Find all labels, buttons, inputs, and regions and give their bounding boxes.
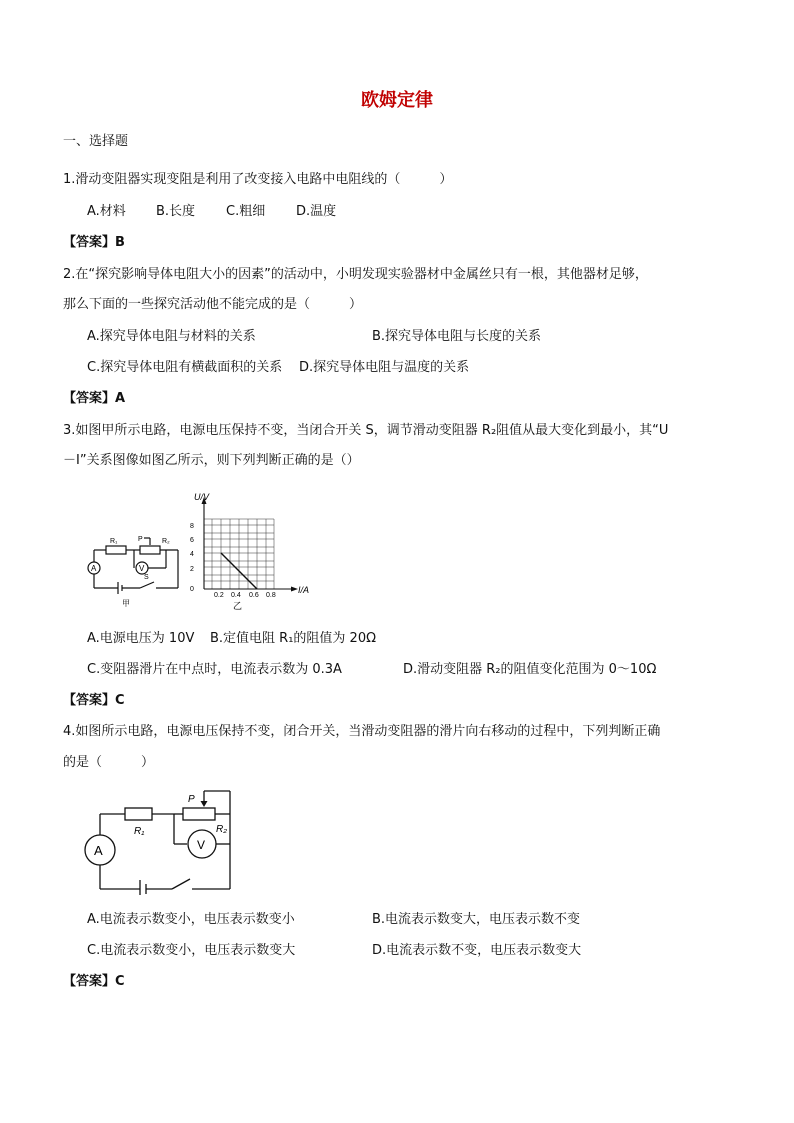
q3-figure-jia-caption: 甲 bbox=[122, 599, 130, 608]
q3-ammeter-label: A bbox=[91, 564, 97, 573]
q4-voltmeter-label: V bbox=[197, 838, 206, 852]
q3-graph-figure-yi bbox=[186, 487, 326, 613]
q4-stem-line1: 4.如图所示电路，电源电压保持不变，闭合开关，当滑动变阻器的滑片向右移动的过程中，下列判断正确 bbox=[63, 724, 661, 739]
q4-option-a: A.电流表示数变小，电压表示数变小 bbox=[87, 912, 295, 927]
q4-answer: 【答案】C bbox=[63, 974, 125, 989]
q3-ytick-0: 0 bbox=[190, 586, 194, 593]
q4-r2-label: R₂ bbox=[216, 824, 228, 835]
q3-option-c: C.变阻器滑片在中点时，电流表示数为 0.3A bbox=[87, 662, 342, 677]
q4-slider-p-label: P bbox=[188, 794, 195, 805]
q1-stem: 1.滑动变阻器实现变阻是利用了改变接入电路中电阻线的（ ） bbox=[63, 172, 453, 187]
q1-answer: 【答案】B bbox=[63, 235, 125, 250]
q3-ytick-4: 4 bbox=[190, 551, 194, 558]
q3-graph-grid bbox=[204, 519, 274, 589]
q3-answer: 【答案】C bbox=[63, 693, 125, 708]
q3-circuit-figure-jia bbox=[82, 530, 194, 610]
q3-option-d: D.滑动变阻器 R₂的阻值变化范围为 0～10Ω bbox=[403, 662, 657, 677]
q4-option-d: D.电流表示数不变，电压表示数变大 bbox=[372, 943, 582, 958]
q1-option-b: B.长度 bbox=[156, 204, 196, 219]
q2-stem-line2: 那么下面的一些探究活动他不能完成的是（ ） bbox=[63, 297, 363, 312]
document-title: 欧姆定律 bbox=[361, 90, 433, 111]
q3-figure-yi-caption: 乙 bbox=[233, 601, 243, 611]
q2-option-d: D.探究导体电阻与温度的关系 bbox=[299, 360, 470, 375]
q3-r2-label: R₂ bbox=[162, 538, 170, 545]
q3-stem-line2: －I”关系图像如图乙所示，则下列判断正确的是（） bbox=[63, 453, 360, 468]
q4-stem-line2: 的是（ ） bbox=[63, 755, 155, 770]
q4-option-b: B.电流表示数变大，电压表示数不变 bbox=[372, 912, 581, 927]
q2-stem-line1: 2.在“探究影响导体电阻大小的因素”的活动中，小明发现实验器材中金属丝只有一根，其他器材足够， bbox=[63, 267, 648, 282]
q2-option-c: C.探究导体电阻有横截面积的关系 bbox=[87, 360, 283, 375]
q3-xtick-0.4: 0.4 bbox=[231, 592, 241, 599]
q3-option-a: A.电源电压为 10V bbox=[87, 631, 195, 646]
q3-voltmeter-label: V bbox=[139, 564, 145, 573]
q3-r1-label: R₁ bbox=[110, 538, 118, 545]
q4-ammeter-label: A bbox=[94, 843, 103, 858]
q3-graph-ylabel: U/V bbox=[194, 492, 210, 502]
q3-ytick-8: 8 bbox=[190, 523, 194, 530]
q3-ytick-6: 6 bbox=[190, 537, 194, 544]
q3-option-b: B.定值电阻 R₁的阻值为 20Ω bbox=[210, 631, 377, 646]
q1-option-c: C.粗细 bbox=[226, 204, 266, 219]
q1-option-d: D.温度 bbox=[296, 204, 337, 219]
q3-xtick-0.6: 0.6 bbox=[249, 592, 259, 599]
q3-xtick-0.2: 0.2 bbox=[214, 592, 224, 599]
q3-slider-p-label: P bbox=[138, 536, 143, 543]
q2-answer: 【答案】A bbox=[63, 391, 126, 406]
q3-switch-label: S bbox=[144, 574, 149, 581]
q2-option-b: B.探究导体电阻与长度的关系 bbox=[372, 329, 542, 344]
section-heading: 一、选择题 bbox=[63, 134, 129, 149]
q3-ytick-2: 2 bbox=[190, 566, 194, 573]
q4-option-c: C.电流表示数变小，电压表示数变大 bbox=[87, 943, 296, 958]
q1-option-a: A.材料 bbox=[87, 204, 126, 219]
q3-stem-line1: 3.如图甲所示电路，电源电压保持不变，当闭合开关 S，调节滑动变阻器 R₂阻值从最大变化到最小，其“U bbox=[63, 423, 669, 438]
q4-r1-label: R₁ bbox=[134, 826, 145, 837]
q3-graph-xlabel: I/A bbox=[298, 585, 310, 595]
q4-circuit-figure bbox=[80, 785, 240, 895]
q2-option-a: A.探究导体电阻与材料的关系 bbox=[87, 329, 256, 344]
q3-xtick-0.8: 0.8 bbox=[266, 592, 276, 599]
